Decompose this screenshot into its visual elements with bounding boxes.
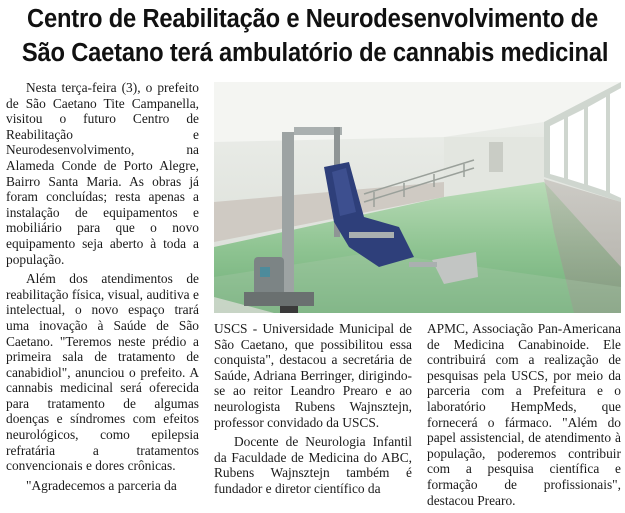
article-column-2 [214,321,412,497]
pool-photo-illustration [214,82,621,313]
paragraph: Docente de Neurologia Infantil da Faculdade de Medicina do ABC, Rubens Wajnsztejn também é fundador e diretor científico da [214,434,412,496]
paragraph: USCS - Universidade Municipal de São Caetano, que possibilitou essa conquista", destacou a secretária de Saúde, Adriana Berringer, dirigindo-se ao reitor Leandro Prearo e ao neurologista Rubens Wajnsztejn, professor convidado da USCS. [214,321,412,430]
headline-line-1: Centro de Reabilitação e Neurodesenvolvimento de [27,5,598,33]
paragraph: APMC, Associação Pan-Americana de Medicina Canabinoide. Ele contribuirá com a realização de pesquisas pela USCS, por meio da parceria com a Prefeitura e o laboratório HempMeds, que fornecerá o fármaco. "Além do papel assistencial, de atendimento à população, poderemos contribuir com a pesquisa científica e formação de profissionais", destacou Prearo. [427,321,621,508]
paragraph: "Agradecemos a parceria da [26,477,177,493]
article-photo [214,82,621,313]
headline-line-2: São Caetano terá ambulatório de cannabis medicinal [21,39,609,67]
paragraph: Nesta terça-feira (3), o prefeito de São Caetano Tite Campanella, visitou o futuro Centro de Reabilitação e Neurodesenvolvimento, na Alameda Conde de Porto Alegre, Bairro Santa Maria. As obras já foram concluídas; resta apenas a instalação de equipamentos e mobiliário para que o novo equipamento seja aberto à toda a população. [6,80,199,267]
article-column-1 [6,80,199,493]
headline [21,2,609,70]
article-column-3 [427,321,621,508]
back-door [489,142,503,172]
paragraph: Além dos atendimentos de reabilitação física, visual, auditiva e intelectual, o novo espaço trará uma inovação à Saúde de São Caetano. "Teremos neste prédio a primeira sala de tratamento de canabidiol", anunciou o prefeito. A cannabis medicinal será oferecida para tratamento de algumas doenças e síndromes com efeitos neurológicos, como epilepsia refratária a tratamentos convencionais e dores crônicas. [6,271,199,474]
